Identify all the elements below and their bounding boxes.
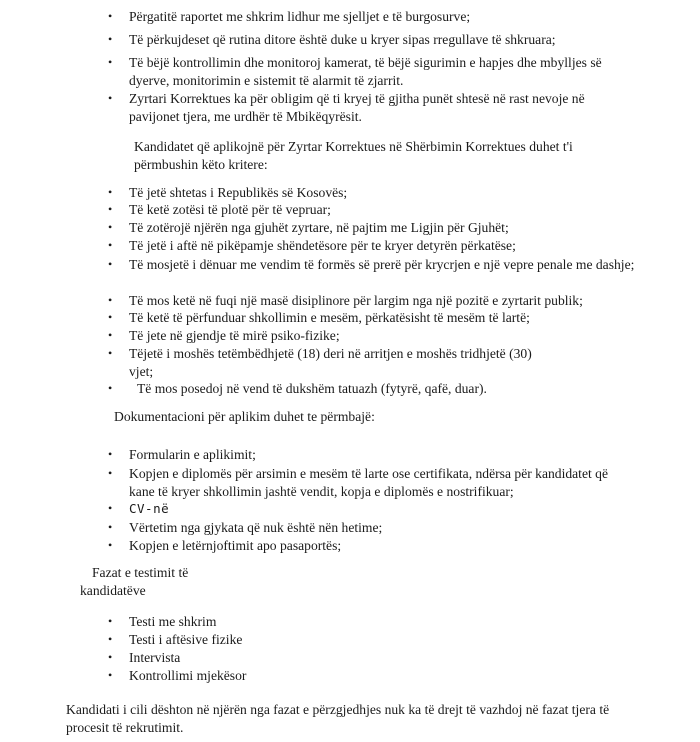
list-item [108,519,616,537]
doc-text: Kopjen e diplomës për arsimin e mesëm të larte ose certifikata, ndërsa për kandidatet që kane të kryer shkollimin jashtë vendit, kopja e diplomës e nostrifikuar; [129,466,608,499]
bullet-icon: • [108,185,113,199]
list-item [108,631,416,649]
doc-text: Formularin e aplikimit; [129,447,256,462]
list-item [108,380,616,398]
criterion-text: Të mosjetë i dënuar me vendim të formës së prerë për krycrjen e një vepre penale me dashje; [129,257,635,272]
criterion-text: Të mos ketë në fuqi një masë disiplinore për largim nga një pozitë e zyrtarit publik; [129,293,583,308]
list-item [108,219,626,237]
criterion-text: Tëjetë i moshës tetëmbëdhjetë (18) deri në arritjen e moshës tridhjetë (30) vjet; [129,346,532,379]
doc-text: CV-në [129,501,170,516]
bullet-icon: • [108,466,113,480]
duty-text: Zyrtari Korrektues ka për obligim që ti kryej të gjitha punët shtesë në rast nevoje në pavijonet tjera, me urdhër të Mbikëqyrësit. [129,91,585,124]
phase-text: Testi me shkrim [129,614,217,629]
list-item [108,292,656,310]
list-item [108,345,556,380]
closing-paragraph: Kandidati i cili dështon në njërën nga fazat e përzgjedhjes nuk ka të drejt të vazhdoj në fazat tjera të procesit të rekrutimit. [66,702,610,735]
bullet-icon: • [108,346,113,360]
criterion-text: Të jete në gjendje të mirë psiko-fizike; [129,328,340,343]
criterion-text: Të ketë të përfunduar shkollimin e mesëm, përkatësisht të mesëm të lartë; [129,310,530,325]
phase-text: Kontrollimi mjekësor [129,668,247,683]
bullet-icon: • [108,257,113,271]
bullet-icon: • [108,328,113,342]
list-item [108,54,636,89]
list-item [108,309,636,327]
bullet-icon: • [108,650,113,664]
bullet-icon: • [108,32,113,46]
criterion-text: Të ketë zotësi të plotë për të vepruar; [129,202,331,217]
list-item [108,184,616,202]
bullet-icon: • [108,538,113,552]
duty-text: Të përkujdeset që rutina ditore është duke u kryer sipas rregullave të shkruara; [129,32,556,47]
bullet-icon: • [108,447,113,461]
list-item [108,90,636,125]
bullet-icon: • [108,520,113,534]
list-item [108,327,616,345]
criterion-text: Të mos posedoj në vend të dukshëm tatuazh (fytyrë, qafë, duar). [137,381,487,396]
bullet-icon: • [108,202,113,216]
criterion-text: Të zotërojë njërën nga gjuhët zyrtare, në pajtim me Ligjin për Gjuhët; [129,220,509,235]
duty-text: Përgatitë raportet me shkrim lidhur me sjelljet e të burgosurve; [129,9,471,24]
phase-text: Intervista [129,650,181,665]
list-item [108,537,616,555]
bullet-icon: • [108,220,113,234]
list-item [108,465,626,500]
list-item [108,237,626,255]
bullet-icon: • [108,238,113,252]
bullet-icon: • [108,55,113,69]
criterion-text: Të jetë shtetas i Republikës së Kosovës; [129,185,348,200]
duty-text: Të bëjë kontrollimin dhe monitoroj kamerat, të bëjë sigurimin e hapjes dhe mbylljes së dyerve, monitorimin e sistemit të alarmit të zjarrit. [129,55,602,88]
list-item [108,500,616,518]
bullet-icon: • [108,614,113,628]
list-item [108,8,596,26]
bullet-icon: • [108,310,113,324]
doc-text: Kopjen e letërnjoftimit apo pasaportës; [129,538,342,553]
list-item [108,613,416,631]
bullet-icon: • [108,91,113,105]
bullet-icon: • [108,668,113,682]
docs-intro: Dokumentacioni për aplikim duhet te përmbajë: [114,409,375,424]
bullet-icon: • [108,9,113,23]
bullet-icon: • [108,293,113,307]
bullet-icon: • [108,501,113,515]
list-item [108,446,616,464]
bullet-icon: • [108,632,113,646]
list-item [108,649,416,667]
bullet-icon: • [108,381,113,395]
criterion-text: Të jetë i aftë në pikëpamje shëndetësore për te kryer detyrën përkatëse; [129,238,516,253]
list-item [108,256,638,274]
phase-text: Testi i aftësive fizike [129,632,243,647]
phases-intro: Fazat e testimit të kandidatëve [80,565,189,598]
list-item [108,201,616,219]
list-item [108,667,416,685]
doc-text: Vërtetim nga gjykata që nuk është nën hetime; [129,520,383,535]
list-item [108,31,602,49]
criteria-intro: Kandidatet që aplikojnë për Zyrtar Korrektues në Shërbimin Korrektues duhet t'i përmbushin këto kritere: [134,139,573,172]
